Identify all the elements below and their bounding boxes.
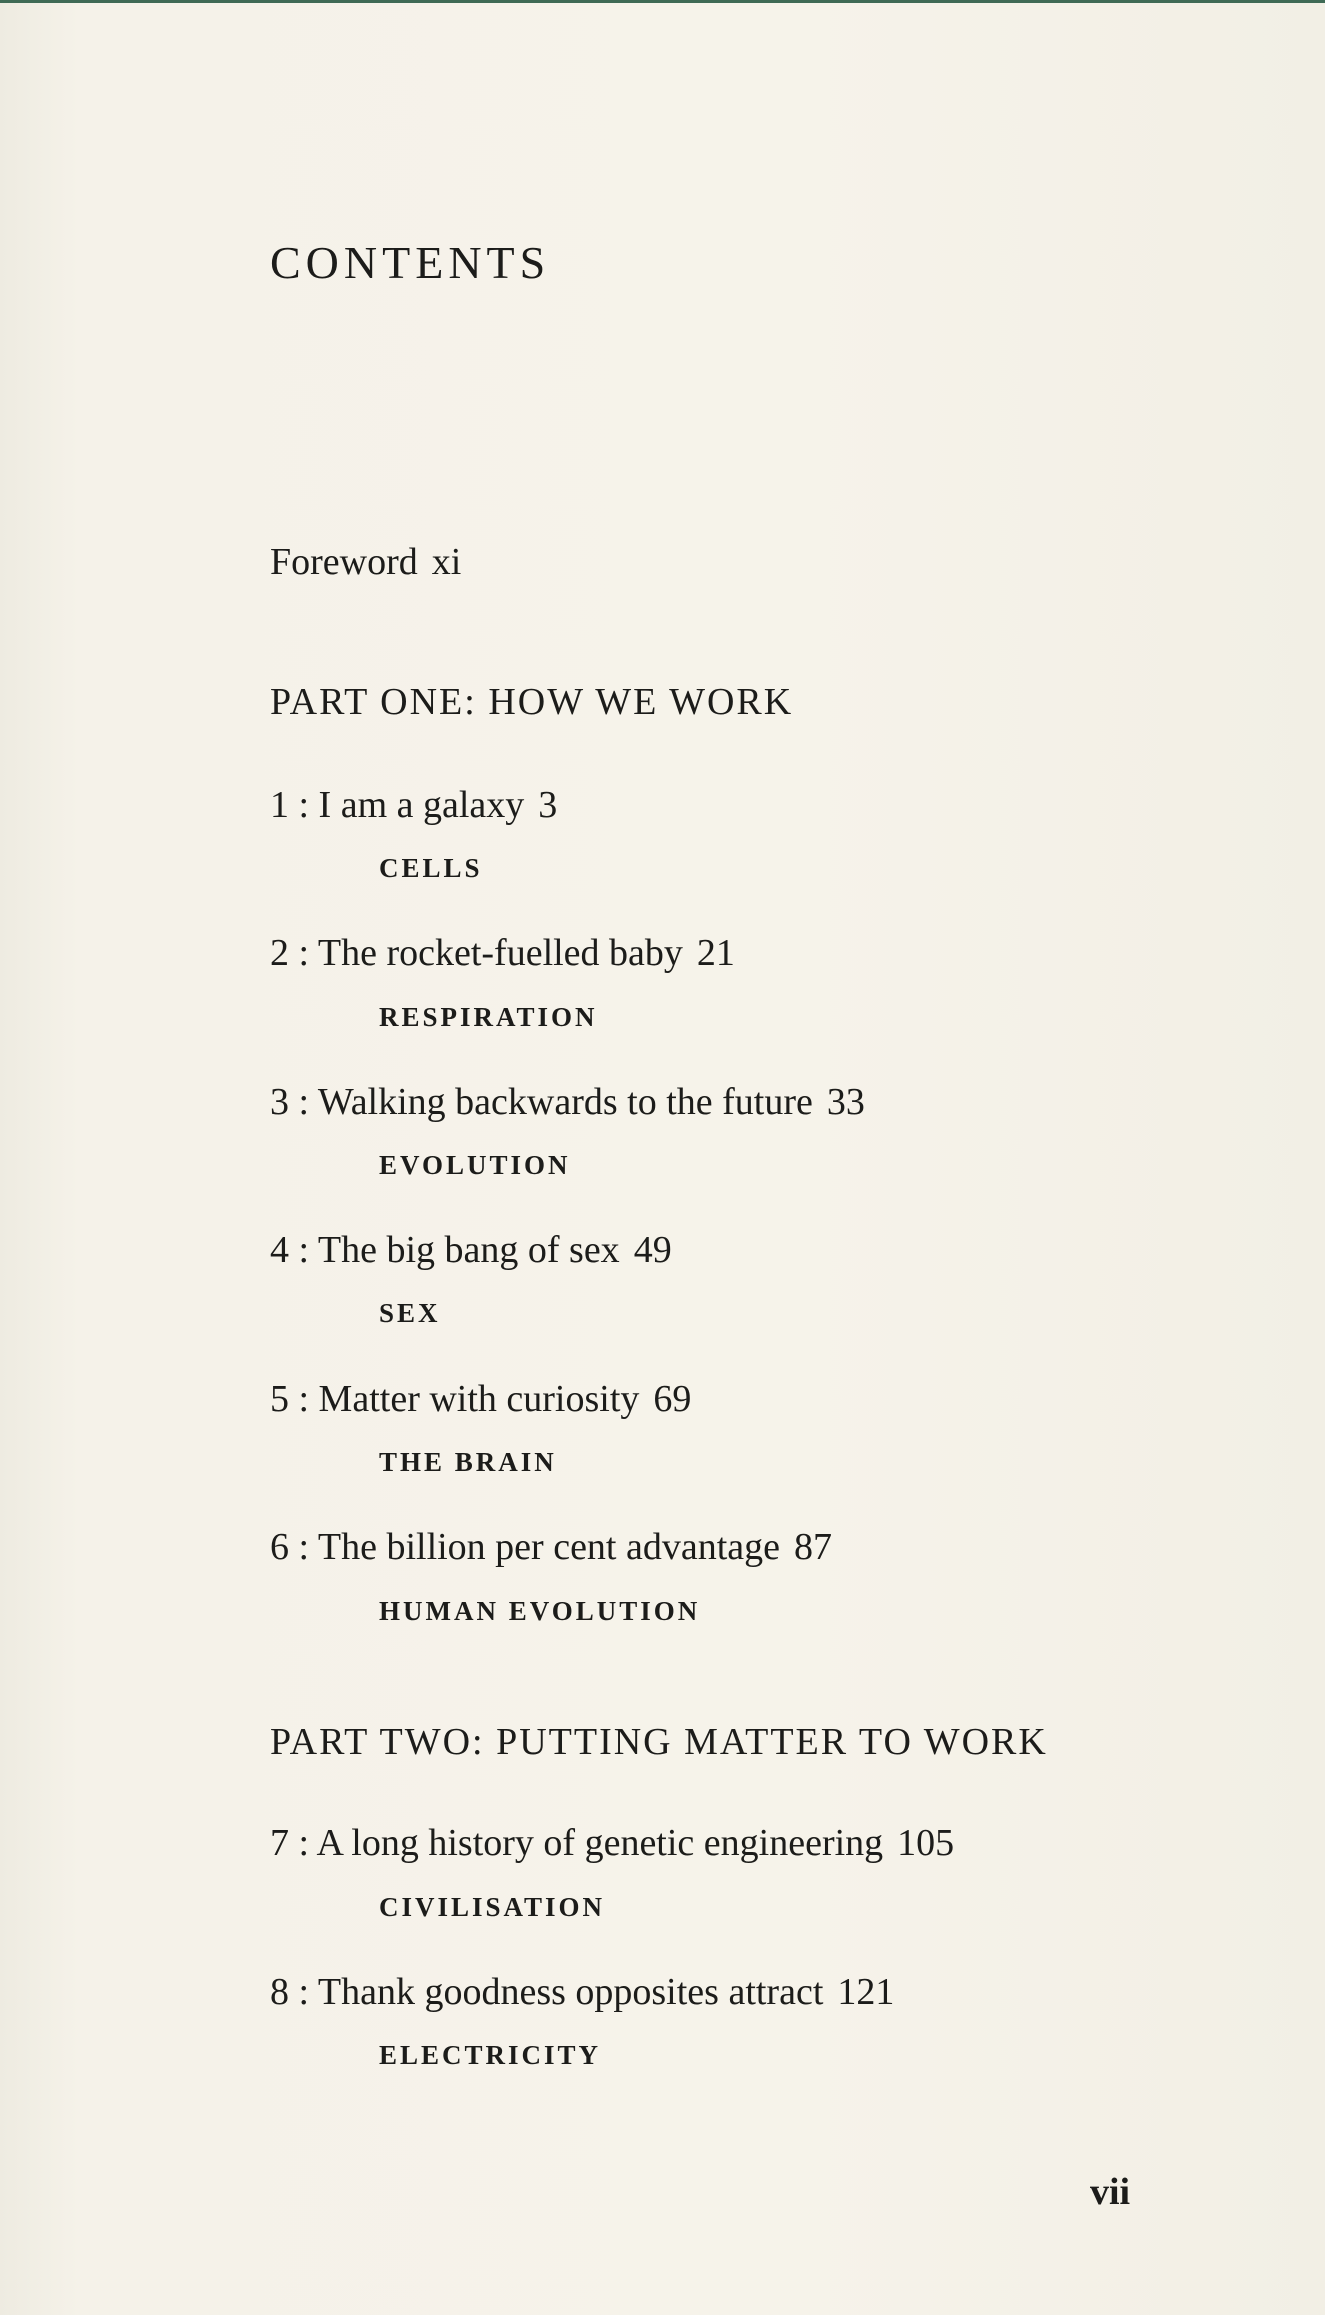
chapter-page-number: 3 <box>538 784 558 826</box>
chapter-1-subject: CELLS <box>379 853 483 883</box>
foreword-page-number: xi <box>431 541 462 583</box>
chapter-3-subject: EVOLUTION <box>379 1150 571 1180</box>
chapter-title: 3 : Walking backwards to the future <box>270 1081 813 1123</box>
chapter-title: 1 : I am a galaxy <box>270 784 525 826</box>
part-two-heading: PART TWO: PUTTING MATTER TO WORK <box>270 1721 1048 1763</box>
chapter-1-entry <box>270 786 557 824</box>
chapter-title: 7 : A long history of genetic engineering <box>270 1822 884 1864</box>
chapter-2-subject: RESPIRATION <box>379 1002 598 1032</box>
chapter-5-entry <box>270 1380 691 1418</box>
chapter-6-subject: HUMAN EVOLUTION <box>379 1596 701 1626</box>
chapter-page-number: 33 <box>826 1081 865 1123</box>
chapter-2-entry <box>270 934 735 972</box>
chapter-4-entry <box>270 1231 672 1269</box>
top-edge-rule <box>0 0 1325 3</box>
chapter-8-subject: ELECTRICITY <box>379 2040 602 2070</box>
chapter-page-number: 105 <box>897 1822 955 1864</box>
chapter-title: 5 : Matter with curiosity <box>270 1378 640 1420</box>
chapter-3-entry <box>270 1083 865 1121</box>
chapter-page-number: 121 <box>837 1971 895 2013</box>
chapter-page-number: 49 <box>633 1229 672 1271</box>
chapter-title: 2 : The rocket-fuelled baby <box>270 932 683 974</box>
chapter-page-number: 69 <box>653 1378 692 1420</box>
foreword-entry <box>270 543 461 581</box>
page-number-folio: vii <box>1090 2171 1131 2213</box>
chapter-7-entry <box>270 1824 954 1862</box>
chapter-4-subject: SEX <box>379 1298 441 1328</box>
part-one-heading: PART ONE: HOW WE WORK <box>270 681 794 723</box>
page-title: CONTENTS <box>270 237 551 288</box>
chapter-8-entry <box>270 1973 894 2011</box>
chapter-title: 8 : Thank goodness opposites attract <box>270 1971 824 2013</box>
chapter-7-subject: CIVILISATION <box>379 1892 606 1922</box>
chapter-page-number: 21 <box>696 932 735 974</box>
chapter-title: 4 : The big bang of sex <box>270 1229 620 1271</box>
foreword-title: Foreword <box>270 541 418 583</box>
chapter-page-number: 87 <box>794 1526 833 1568</box>
chapter-5-subject: THE BRAIN <box>379 1447 557 1477</box>
chapter-title: 6 : The billion per cent advantage <box>270 1526 781 1568</box>
chapter-6-entry <box>270 1528 832 1566</box>
